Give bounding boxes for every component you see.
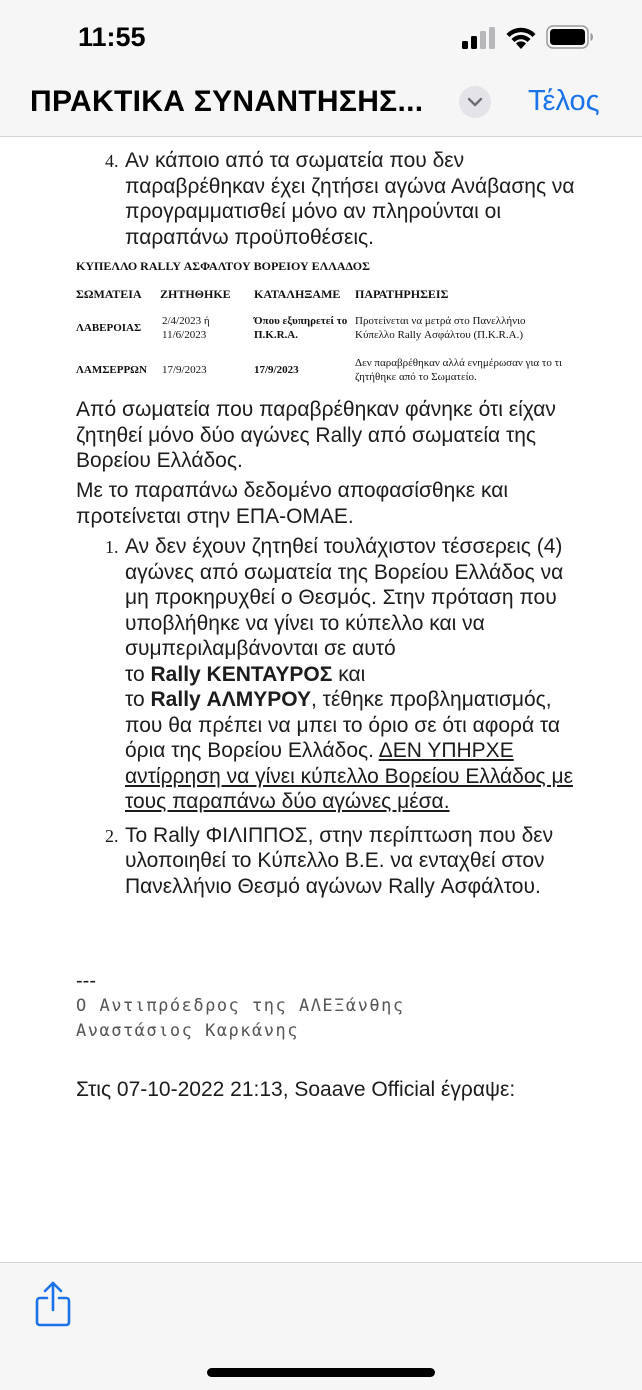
signature-line: Ο Αντιπρόεδρος της ΑΛΕΞάνθης (76, 996, 405, 1016)
table-header-requested: ΖΗΤΗΘΗΚΕ (160, 287, 231, 301)
table-cell-decided: Όπου εξυπηρετεί το Π.Κ.R.A. (254, 315, 348, 341)
conditions-list (76, 148, 576, 250)
table-cell-requested: 17/9/2023 (162, 364, 207, 376)
wifi-icon (504, 24, 538, 50)
table-cell-requested: 2/4/2023 ή 11/6/2023 (162, 315, 210, 341)
share-icon[interactable] (34, 1281, 72, 1327)
status-bar (0, 0, 642, 76)
quote-header: Στις 07-10-2022 21:13, Soaave Official έγραψε: (76, 1078, 516, 1101)
paragraph: Από σωματεία που παραβρέθηκαν φάνηκε ότι είχαν ζητηθεί μόνο δύο αγώνες Rally από σωματεία της Βορείου Ελλάδος. (76, 398, 556, 472)
expand-subject-button[interactable] (459, 86, 491, 118)
table-header-notes: ΠΑΡΑΤΗΡΗΣΕΙΣ (355, 287, 449, 301)
message-body (0, 137, 642, 1261)
list-item: 1. Αν δεν έχουν ζητηθεί τουλάχιστον τέσσερεις (4) αγώνες από σωματεία της Βορείου Ελλάδος να μη προκηρυχθεί ο Θεσμός. Στην πρόταση που υποβλήθηκε να γίνει το κύπελλο και να συμπεριλαμβάνονται σε αυτό το Rally ΚΕΝΤΑΥΡΟΣ και το Rally ΑΛΜΥΡΟΥ, τέθηκε προβληματισμός, που θα πρέπει να μπει το όριο σε ότι αφορά τα όρια της Βορείου Ελλάδος. ΔΕΝ ΥΠΗΡΧΕ αντίρρηση να γίνει κύπελλο Βορείου Ελλάδος με τους παραπάνω δύο αγώνες μέσα. (105, 535, 573, 813)
rally-name: Rally ΑΛΜΥΡΟΥ (150, 688, 311, 711)
paragraph: Με το παραπάνω δεδομένο αποφασίσθηκε και προτείνεται στην ΕΠΑ-ΟΜΑΕ. (76, 479, 509, 528)
chevron-down-icon (467, 95, 483, 109)
signature-separator: --- (76, 970, 96, 992)
table-title: ΚΥΠΕΛΛΟ RALLY ΑΣΦΑΛΤΟΥ ΒΟΡΕΙΟΥ ΕΛΛΑΔΟΣ (76, 259, 370, 273)
table-cell-decided: 17/9/2023 (254, 364, 299, 376)
signature-line: Αναστάσιος Καρκάνης (76, 1021, 299, 1041)
table-cell-club: ΛΑΜΣΕΡΡΩΝ (76, 364, 147, 376)
rally-name: Rally ΚΕΝΤΑΥΡΟΣ (150, 662, 333, 686)
navigation-bar (0, 76, 642, 137)
bottom-toolbar (0, 1262, 642, 1390)
table-cell-club: ΛΑΒΕΡΟΙΑΣ (76, 322, 142, 334)
battery-icon (546, 25, 594, 49)
table-cell-notes: Προτείνεται να μετρά στο Πανελλήνιο Κύπελλο Rally Ασφάλτου (Π.Κ.R.A.) (355, 315, 526, 341)
list-item: 2. Το Rally ΦΙΛΙΠΠΟΣ, στην περίπτωση που δεν υλοποιηθεί το Κύπελλο Β.Ε. να ενταχθεί στον Πανελλήνιο Θεσμό αγώνων Rally Ασφάλτου. (105, 823, 554, 898)
proposals-list (76, 534, 576, 899)
list-item-text: Αν κάποιο από τα σωματεία που δεν παραβρέθηκαν έχει ζητήσει αγώνα Ανάβασης να προγραμματισθεί μόνο αν πληρούνται οι παραπάνω προϋποθέσεις. (125, 149, 575, 249)
list-item: 4. Αν κάποιο από τα σωματεία που δεν παραβρέθηκαν έχει ζητήσει αγώνα Ανάβασης να προγραμματισθεί μόνο αν πληρούνται οι παραπάνω προϋποθέσεις. (105, 149, 575, 249)
underlined-statement: ΔΕΝ ΥΠΗΡΧΕ αντίρρηση να γίνει κύπελλο Βορείου Ελλάδος με τους παραπάνω δύο αγώνες μέσα. (125, 739, 573, 813)
home-indicator[interactable] (207, 1368, 435, 1377)
message-subject-title: ΠΡΑΚΤΙΚΑ ΣΥΝΑΝΤΗΣΗΣ... (30, 85, 424, 118)
table-header-decided: ΚΑΤΑΛΗΞΑΜΕ (254, 287, 341, 301)
status-time: 11:55 (78, 22, 146, 52)
table-cell-notes: Δεν παραβρέθηκαν αλλά ενημέρωσαν για το τι ζητήθηκε από το Σωματείο. (355, 357, 562, 383)
done-button[interactable]: Τέλος (528, 85, 600, 117)
table-header-clubs: ΣΩΜΑΤΕΙΑ (76, 287, 142, 301)
cellular-signal-icon (462, 27, 496, 49)
